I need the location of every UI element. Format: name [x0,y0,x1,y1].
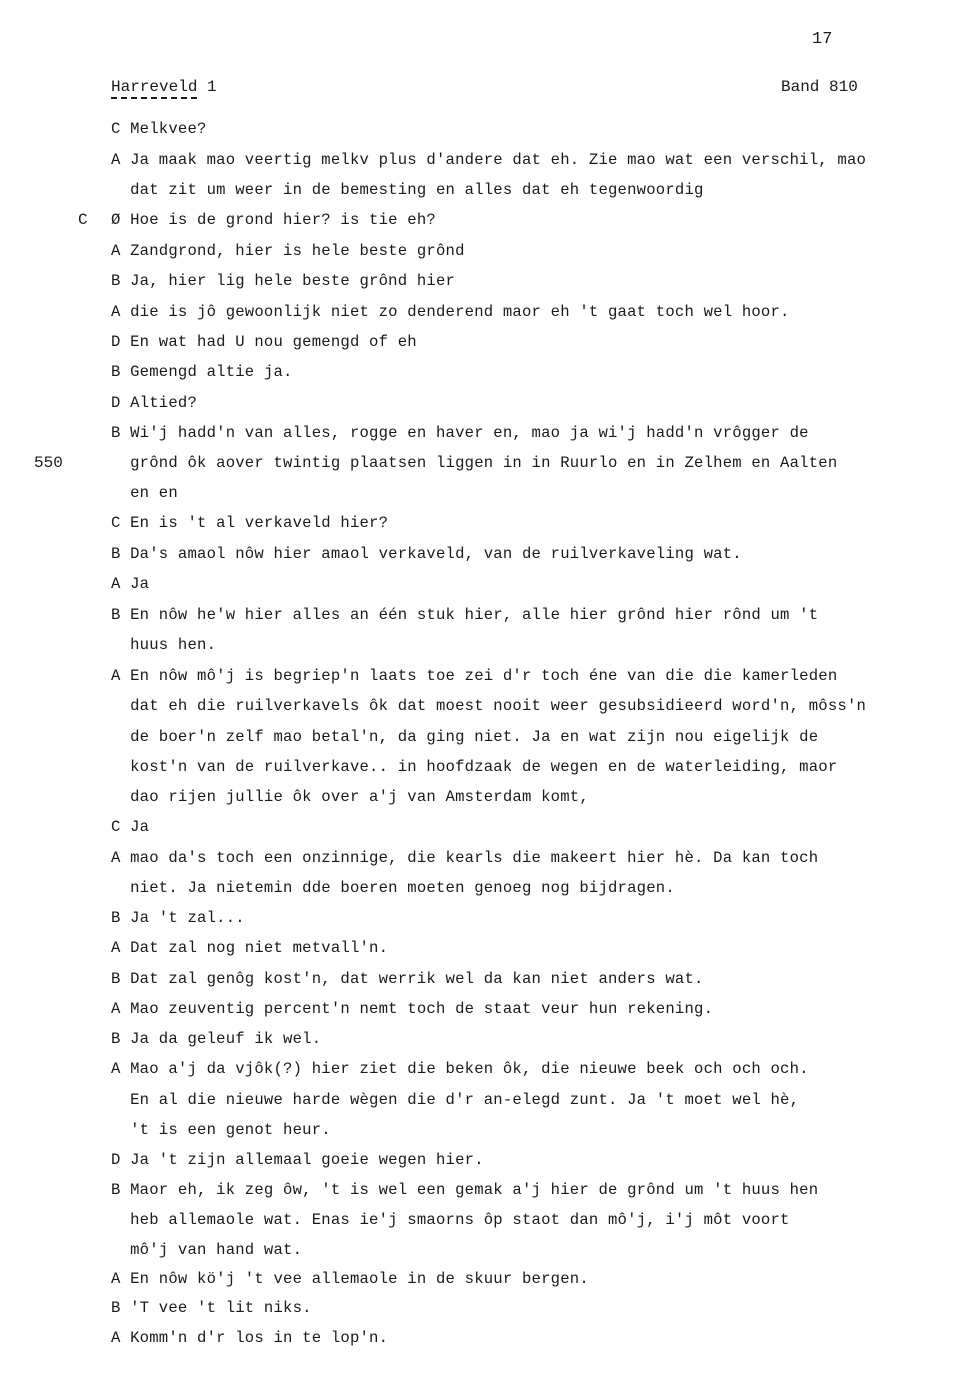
transcript-line: B Ja 't zal... [111,909,245,927]
transcript-line: A Dat zal nog niet metvall'n. [111,939,389,957]
transcript-line: heb allemaole wat. Enas ie'j smaorns ôp staot dan mô'j, i'j môt voort [111,1211,790,1229]
transcript-line: C En is 't al verkaveld hier? [111,514,389,532]
transcript-line: dao rijen jullie ôk over a'j van Amsterdam komt, [111,788,589,806]
transcript-line: B Dat zal genôg kost'n, dat werrik wel da kan niet anders wat. [111,970,704,988]
transcript-line: B 'T vee 't lit niks. [111,1299,312,1317]
transcript-line: A Zandgrond, hier is hele beste grônd [111,242,465,260]
transcript-line: A Ja [111,575,150,593]
transcript-line: niet. Ja nietemin dde boeren moeten genoeg nog bijdragen. [111,879,675,897]
transcript-line: C Ja [111,818,150,836]
band-label: Band 810 [781,78,858,96]
transcript-line: huus hen. [111,636,217,654]
transcript-line: D Altied? [111,394,198,412]
transcript-line: B En nôw he'w hier alles an één stuk hier, alle hier grônd hier rônd um 't [111,606,819,624]
transcript-line: D Ja 't zijn allemaal goeie wegen hier. [111,1151,484,1169]
margin-line-number: 550 [34,454,63,472]
transcript-line: en en [111,484,178,502]
transcript-line: D En wat had U nou gemengd of eh [111,333,417,351]
transcript-line: B Maor eh, ik zeg ôw, 't is wel een gemak a'j hier de grônd um 't huus hen [111,1181,819,1199]
transcript-line: A En nôw mô'j is begriep'n laats toe zei d'r toch éne van die die kamerleden [111,667,838,685]
transcript-line: dat zit um weer in de bemesting en alles dat eh tegenwoordig [111,181,704,199]
transcript-line: A En nôw kö'j 't vee allemaole in de skuur bergen. [111,1270,589,1288]
location-name: Harreveld [111,78,197,99]
location-suffix: 1 [197,78,217,96]
transcript-line: A Mao zeuventig percent'n nemt toch de staat veur hun rekening. [111,1000,714,1018]
transcript-line: kost'n van de ruilverkave.. in hoofdzaak de wegen en de waterleiding, maor [111,758,838,776]
transcript-line: mô'j van hand wat. [111,1241,303,1259]
transcript-line: B Da's amaol nôw hier amaol verkaveld, van de ruilverkaveling wat. [111,545,742,563]
document-header-location [111,78,217,96]
transcript-line: A die is jô gewoonlijk niet zo denderend maor eh 't gaat toch wel hoor. [111,303,790,321]
transcript-line: A mao da's toch een onzinnige, die kearls die makeert hier hè. Da kan toch [111,849,819,867]
page-number: 17 [812,30,833,49]
transcript-line: En al die nieuwe harde wègen die d'r an-elegd zunt. Ja 't moet wel hè, [111,1091,800,1109]
transcript-line: grônd ôk aover twintig plaatsen liggen in in Ruurlo en in Zelhem en Aalten [111,454,838,472]
transcript-line: A Mao a'j da vjôk(?) hier ziet die beken ôk, die nieuwe beek och och och. [111,1060,809,1078]
transcript-line: B Ja da geleuf ik wel. [111,1030,322,1048]
transcript-line: de boer'n zelf mao betal'n, da ging niet. Ja en wat zijn nou eigelijk de [111,728,819,746]
transcript-line: Ø Hoe is de grond hier? is tie eh? [111,211,436,229]
transcript-line: C Melkvee? [111,120,207,138]
transcript-line: 't is een genot heur. [111,1121,331,1139]
transcript-line: A Komm'n d'r los in te lop'n. [111,1329,389,1347]
transcript-line: dat eh die ruilverkavels ôk dat moest nooit weer gesubsidieerd word'n, môss'n [111,697,867,715]
transcript-line: A Ja maak mao veertig melkv plus d'andere dat eh. Zie mao wat een verschil, mao [111,151,867,169]
transcript-line: B Wi'j hadd'n van alles, rogge en haver en, mao ja wi'j hadd'n vrôgger de [111,424,809,442]
transcript-line: B Ja, hier lig hele beste grônd hier [111,272,456,290]
margin-speaker-c: C [78,211,88,229]
transcript-line: B Gemengd altie ja. [111,363,293,381]
